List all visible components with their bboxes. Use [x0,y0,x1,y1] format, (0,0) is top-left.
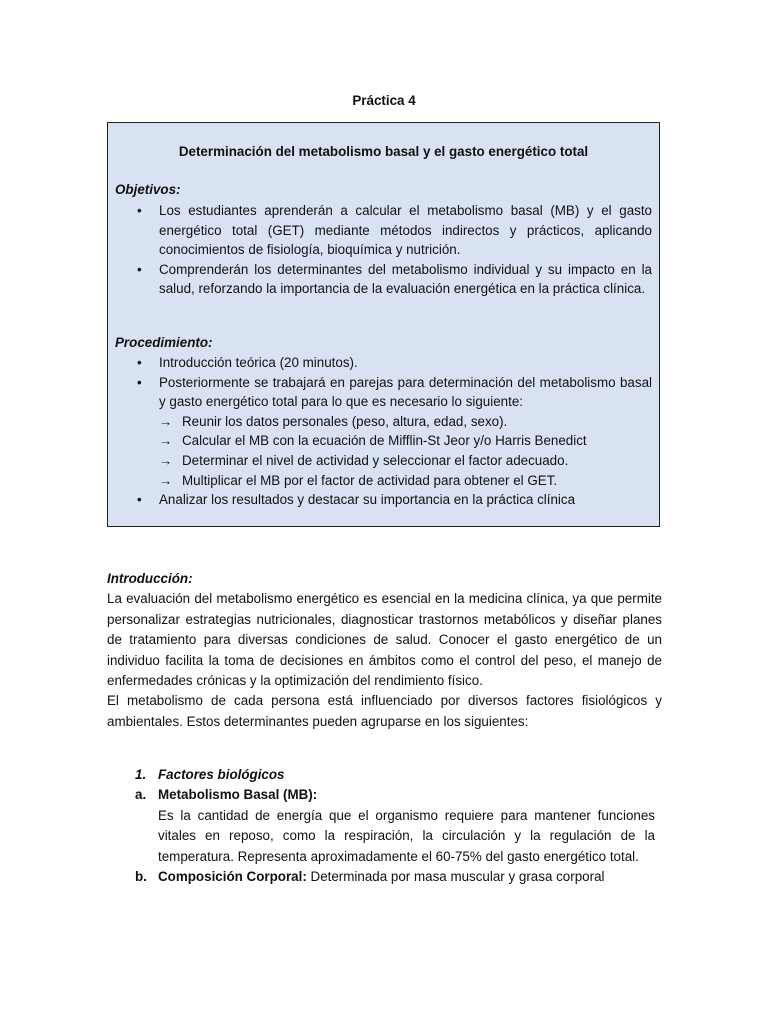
subitem-letter: a. [135,787,147,803]
list-item [108,201,659,260]
step-text: Determinar el nivel de actividad y seleccionar el factor adecuado. [182,452,569,468]
bullet-icon: • [137,374,142,390]
subitem-inline-text: Determinada por masa muscular y grasa corporal [306,869,605,885]
objetivos-heading: Objetivos: [115,182,181,197]
box-title: Determinación del metabolismo basal y el gasto energético total [178,144,589,159]
bullet-icon: • [137,492,142,508]
list-item [108,490,659,510]
arrow-right-icon: → [159,452,173,468]
factor-subitem [107,785,655,805]
list-item-text: Los estudiantes aprenderán a calcular el metabolismo basal (MB) y el gasto energético total (GET) mediante métodos indirectos y prácticos, aplicando conocimientos de fisiología, bioquímica y nutrición. [159,203,652,258]
introduction-paragraph: La evaluación del metabolismo energético es esencial en la medicina clínica, ya que permite personalizar estrategias nutricionales, diagnosticar trastornos metabólicos y diseñar planes de tratamiento para diversas condiciones de salud. Conocer el gasto energético de un individuo facilita la toma de decisiones en ámbitos como el control del peso, el manejo de enfermedades crónicas y la optimización del rendimiento físico. [107,591,662,689]
bullet-icon: • [137,355,142,370]
procedimiento-heading: Procedimiento: [115,335,213,350]
list-item [108,353,659,373]
factor-number: 1. [135,767,147,782]
step-text: Calcular el MB con la ecuación de Mifflin-St Jeor y/o Harris Benedict [182,433,587,449]
step-item [108,431,659,451]
introduction-paragraph: El metabolismo de cada persona está influenciado por diversos factores fisiológicos y ambientales. Estos determinantes pueden agruparse en los siguientes: [107,693,662,729]
subitem-heading: Composición Corporal: [158,869,307,885]
factor-heading-row [107,765,655,785]
bullet-icon: • [137,203,142,218]
subitem-letter: b. [135,869,147,885]
list-item-text: Posteriormente se trabajará en parejas para determinación del metabolismo basal y gasto energético total para lo que es necesario lo siguiente: [159,374,652,410]
step-text: Reunir los datos personales (peso, altura, edad, sexo). [182,413,508,429]
list-item-text: Introducción teórica (20 minutos). [159,355,358,370]
introduction-section [107,569,662,732]
subitem-body: Es la cantidad de energía que el organismo requiere para mantener funciones vitales en reposo, como la respiración, la circulación y la regulación de la temperatura. Representa aproximadamente el 60-75% del gasto energético total. [158,807,655,864]
practice-summary-box [107,122,660,527]
page-title: Práctica 4 [352,93,416,108]
step-text: Multiplicar el MB por el factor de actividad para obtener el GET. [182,472,558,488]
bullet-icon: • [137,261,142,277]
list-item-text: Analizar los resultados y destacar su importancia en la práctica clínica [159,492,576,508]
list-item-text: Comprenderán los determinantes del metabolismo individual y su impacto en la salud, reforzando la importancia de la evaluación energética en la práctica clínica. [159,261,652,297]
factor-subitem [107,867,655,887]
factor-heading: Factores biológicos [158,767,285,782]
step-item [108,451,659,471]
step-item [108,471,659,491]
subitem-heading: Metabolismo Basal (MB): [158,787,318,803]
introduction-heading: Introducción: [107,571,193,586]
objetivos-list [108,201,659,299]
arrow-right-icon: → [159,433,173,449]
step-item [108,412,659,432]
arrow-right-icon: → [159,413,173,429]
arrow-right-icon: → [159,472,173,488]
procedimiento-list [108,353,659,510]
factors-section [107,765,655,887]
list-item [108,373,659,412]
list-item [108,260,659,299]
